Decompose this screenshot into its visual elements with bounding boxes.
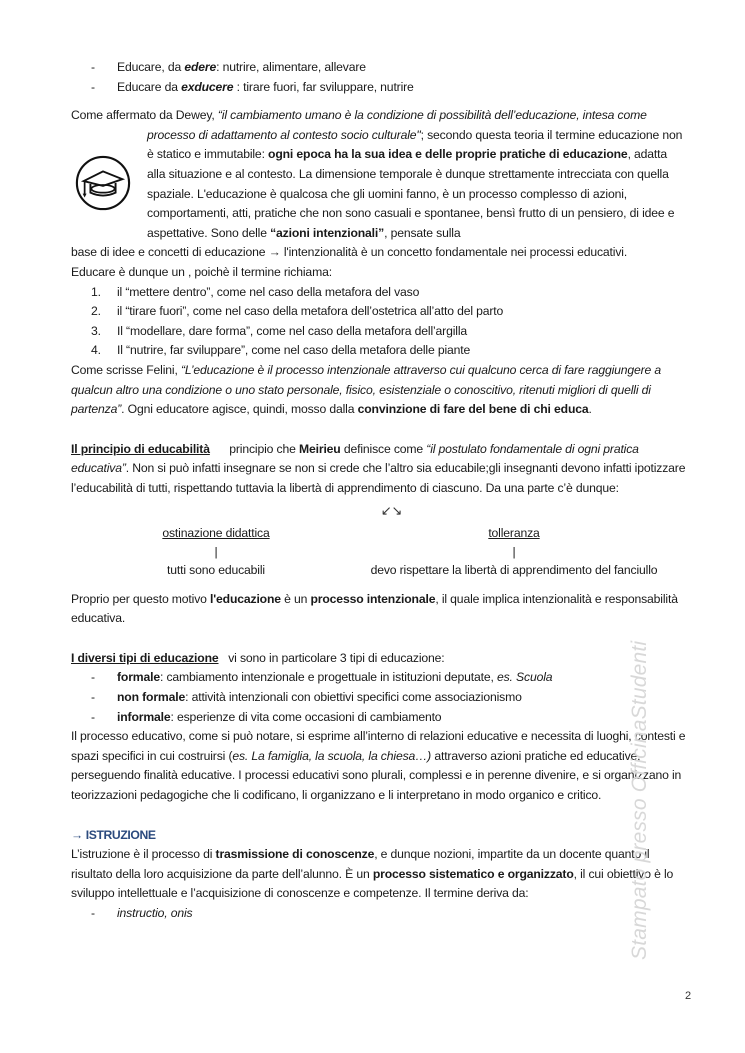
list-item: 2. il “tirare fuori”, come nel caso della metafora dell’ostetrica all’atto del parto <box>91 304 504 319</box>
graduation-cap-icon <box>74 154 132 212</box>
felini-paragraph: Come scrisse Felini, “L’educazione è il processo intenzionale attraverso cui qualcuno cerca di fare raggiungere a qualcun altro una condizione o uno stato personale, fisico, esistenziale o conoscitivo, ritenuti migliori di quelli di partenza”. Ogni educatore agisce, quindi, mosso dalla convinzione di fare del bene di chi educa. <box>71 362 662 417</box>
connector: | <box>512 545 516 560</box>
dewey-paragraph: Come affermato da Dewey, “il cambiamento umano è la condizione di possibilità dell’educazione, intesa come processo di adattamento al contesto socio culturale"; secondo questa teoria il termine educazione non è statico e immutabile: ogni epoca ha la sua idea e delle proprie pratiche di educazione, adatta alla situazione e al contesto. La dimensione temporale è dunque strettamente intrecciata con quella spaziale. L'educazione è qualcosa che gli uomini fanno, è un processo complesso di azioni, comportamenti, atti, pratiche che non sono casuali e spontanee, bensì frutto di un pensiero, di idee e aspettative. Sono delle “azioni intenzionali”, pensate sulla base di idee e concetti di educazione → l'intenzionalità è un concetto fondamentale nei processi educativi. Educare è dunque un , poichè il termine richiama: <box>71 108 683 279</box>
list-item: - formale: cambiamento intenzionale e progettuale in istituzioni deputate, es. Scuola <box>71 668 688 688</box>
educabilita-paragraph: Il principio di educabilità principio che Meirieu definisce come “il postulato fondamentale di ogni pratica educativa”. Non si può infatti insegnare se non si crede che l’altro sia educabile;gli insegnanti devono infatti ipotizzare l’educabilità di tutti, rispettando tuttavia la libertà di apprendimento di ciascuno. Da una parte c’è dunque: <box>71 441 686 495</box>
right-branch-title: tolleranza <box>488 526 540 541</box>
branch-arrows-icon: ↙↘ <box>380 503 403 519</box>
connector: | <box>214 545 218 560</box>
document-page <box>71 58 688 924</box>
section-title: Il principio di educabilità <box>71 441 210 456</box>
list-item: - non formale: attività intenzionali con obiettivi specifici come associazionismo <box>71 688 688 708</box>
section-title: I diversi tipi di educazione <box>71 650 219 665</box>
metaphor-list <box>71 283 688 361</box>
intenzionale-paragraph: Proprio per questo motivo l'educazione è un processo intenzionale, il quale implica intenzionalità e responsabilità educativa. <box>71 591 678 626</box>
processo-paragraph: Il processo educativo, come si può notare, si esprime all’interno di relazioni educative e necessita di luoghi, contesti e spazi specifici in cui costruirsi (es. La famiglia, la scuola, la chiesa…) attraverso azioni pratiche ed educative, perseguendo finalità educative. I processi educativi sono plurali, complessi e in perenne divenire, e si organizzano in teorizzazioni pedagogiche che li codificano, li organizzano e li interpretano in modo organico e critico. <box>71 729 686 802</box>
list-item: 1. il “mettere dentro”, come nel caso della metafora del vaso <box>91 284 420 299</box>
tipi-list <box>71 668 688 727</box>
etymology-list <box>71 58 688 97</box>
left-branch-title: ostinazione didattica <box>162 526 270 541</box>
tipi-intro: I diversi tipi di educazione vi sono in particolare 3 tipi di educazione: <box>71 650 445 665</box>
istruzione-paragraph: L’istruzione è il processo di trasmissione di conoscenze, e dunque nozioni, impartite da un docente quanto il risultato della loro acquisizione da parte dell’alunno. È un processo sistematico e organizzato, il cui obiettivo è lo sviluppo intellettuale e l’acquisizione di conoscenze e competenze. Il termine deriva da: <box>71 847 674 901</box>
watermark: Stampato presso OfficinaStudenti <box>628 640 651 960</box>
educabilita-diagram <box>71 524 688 580</box>
list-item: 3. Il “modellare, dare forma”, come nel caso della metafora dell’argilla <box>91 323 468 338</box>
list-item: - Educare da exducere : tirare fuori, far sviluppare, nutrire <box>71 78 688 98</box>
list-item: 4. Il “nutrire, far sviluppare”, come nel caso della metafora delle piante <box>91 343 471 358</box>
right-branch-text: devo rispettare la libertà di apprendimento del fanciullo <box>370 563 658 578</box>
page-number: 2 <box>685 990 691 1002</box>
list-item: - Educare, da edere: nutrire, alimentare, allevare <box>71 58 688 78</box>
istruzione-heading: → ISTRUZIONE <box>71 827 156 842</box>
left-branch-text: tutti sono educabili <box>167 563 265 578</box>
list-item: - informale: esperienze di vita come occasioni di cambiamento <box>71 708 688 728</box>
list-item: - instructio, onis <box>71 904 688 924</box>
derivation-list <box>71 904 688 924</box>
